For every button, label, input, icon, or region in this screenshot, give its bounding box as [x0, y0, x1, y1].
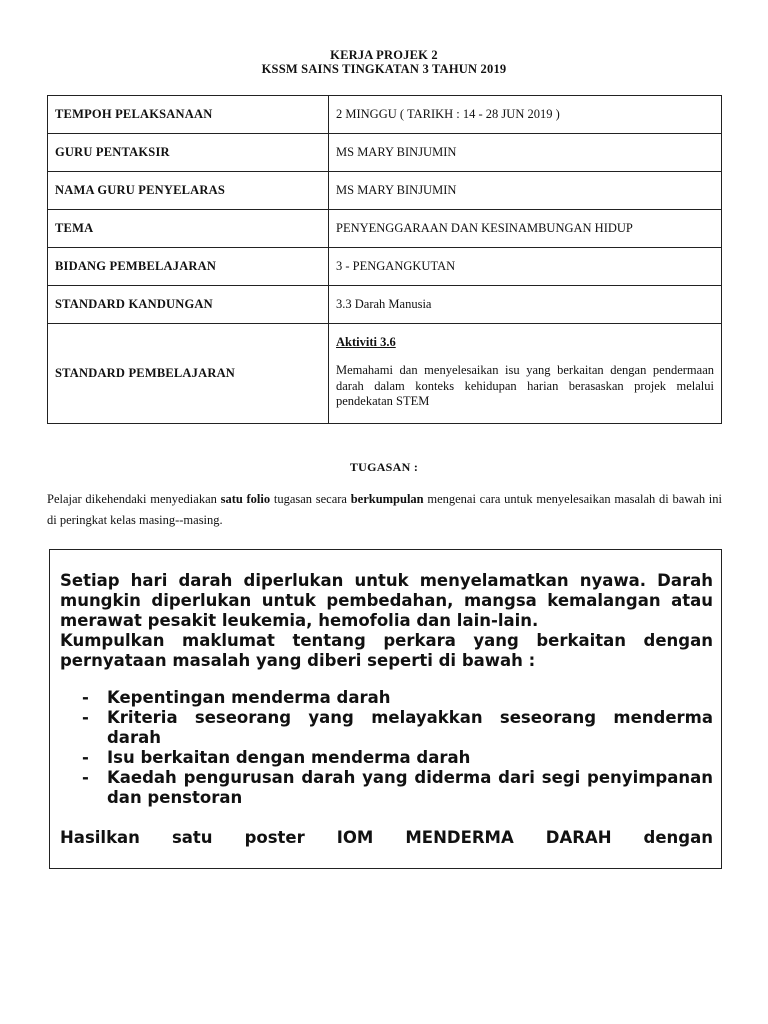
row-value: 3 - PENGANGKUTAN [329, 248, 722, 286]
activity-cell [329, 324, 722, 424]
instruction-bold: berkumpulan [350, 492, 424, 506]
row-label: TEMPOH PELAKSANAAN [48, 96, 329, 134]
instruction-text: tugasan secara [270, 492, 351, 506]
instruction-bold: satu folio [220, 492, 271, 506]
table-row [48, 172, 722, 210]
row-label: TEMA [48, 210, 329, 248]
project-info-table [47, 95, 722, 424]
problem-statement-content [60, 571, 713, 848]
list-item-text: Kepentingan menderma darah [107, 688, 391, 707]
poster-instruction-line [60, 828, 713, 848]
tugasan-heading: TUGASAN : [349, 460, 419, 474]
table-row [48, 286, 722, 324]
row-value: MS MARY BINJUMIN [329, 172, 722, 210]
row-label: GURU PENTAKSIR [48, 134, 329, 172]
dash-bullet: - [82, 708, 89, 727]
document-subtitle: KSSM SAINS TINGKATAN 3 TAHUN 2019 [261, 62, 507, 76]
row-value: PENYENGGARAAN DAN KESINAMBUNGAN HIDUP [329, 210, 722, 248]
row-value: MS MARY BINJUMIN [329, 134, 722, 172]
document-title: KERJA PROJEK 2 [330, 48, 438, 62]
poster-word: satu [171, 828, 213, 847]
list-item-text: Isu berkaitan dengan menderma darah [107, 748, 471, 767]
list-item-text: Kaedah pengurusan darah yang diderma dari segi penyimpanan dan penstoran [107, 768, 713, 807]
problem-paragraph: Setiap hari darah diperlukan untuk menyelamatkan nyawa. Darah mungkin diperlukan untuk pembedahan, mangsa kemalangan atau merawat pesakit leukemia, hemofolia dan lain-lain. [60, 571, 713, 630]
tugasan-instructions [47, 489, 722, 531]
dash-bullet: - [82, 768, 89, 787]
table-row [48, 324, 722, 424]
poster-word: MENDERMA [405, 828, 514, 847]
poster-word: poster [244, 828, 305, 847]
row-label: STANDARD PEMBELAJARAN [48, 324, 329, 424]
poster-word: DARAH [545, 828, 612, 847]
table-row [48, 134, 722, 172]
activity-title: Aktiviti 3.6 [336, 335, 396, 350]
table-row [48, 96, 722, 134]
row-value: 3.3 Darah Manusia [329, 286, 722, 324]
poster-word: dengan [643, 828, 713, 847]
activity-description: Memahami dan menyelesaikan isu yang berkaitan dengan pendermaan darah dalam konteks kehidupan harian berasaskan projek melalui pendekatan STEM [336, 363, 714, 409]
poster-word: IOM [336, 828, 374, 847]
row-label: NAMA GURU PENYELARAS [48, 172, 329, 210]
instruction-text: Pelajar dikehendaki menyediakan [47, 492, 221, 506]
instruction-text: mengenai cara untuk menyelesaikan masalah di bawah ini di peringkat kelas masing--masing. [47, 492, 722, 527]
row-label: BIDANG PEMBELAJARAN [48, 248, 329, 286]
table-row [48, 248, 722, 286]
dash-bullet: - [82, 688, 89, 707]
poster-word: Hasilkan [60, 828, 140, 847]
list-item-text: Kriteria seseorang yang melayakkan seseorang menderma darah [107, 708, 713, 747]
row-value: 2 MINGGU ( TARIKH : 14 - 28 JUN 2019 ) [329, 96, 722, 134]
row-label: STANDARD KANDUNGAN [48, 286, 329, 324]
list-item [60, 688, 713, 708]
list-item [60, 708, 713, 748]
task-list [60, 688, 713, 808]
dash-bullet: - [82, 748, 89, 767]
list-item [60, 768, 713, 808]
problem-statement-box [49, 549, 722, 869]
list-item [60, 748, 713, 768]
table-row [48, 210, 722, 248]
problem-paragraph: Kumpulkan maklumat tentang perkara yang berkaitan dengan pernyataan masalah yang diberi seperti di bawah : [60, 631, 713, 670]
